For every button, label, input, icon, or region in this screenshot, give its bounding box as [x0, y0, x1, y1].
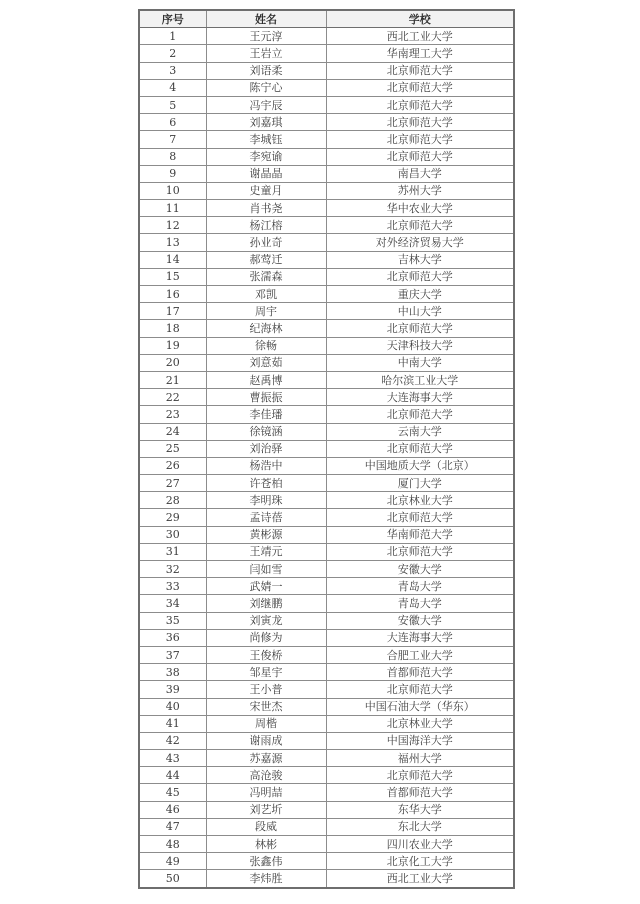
table-row: [139, 96, 514, 113]
school-cell: 华南理工大学: [326, 45, 514, 62]
index-cell: 27: [139, 475, 206, 492]
name-cell: 许苍柏: [206, 475, 326, 492]
school-cell: 北京化工大学: [326, 853, 514, 870]
table-row: [139, 664, 514, 681]
school-cell: 四川农业大学: [326, 836, 514, 853]
table-row: [139, 561, 514, 578]
name-cell: 冯明喆: [206, 784, 326, 801]
school-cell: 北京师范大学: [326, 681, 514, 698]
school-cell: 北京师范大学: [326, 268, 514, 285]
school-cell: 北京师范大学: [326, 62, 514, 79]
school-cell: 北京师范大学: [326, 406, 514, 423]
table-row: [139, 853, 514, 870]
table-row: [139, 165, 514, 182]
school-cell: 北京师范大学: [326, 148, 514, 165]
index-cell: 1: [139, 28, 206, 45]
name-cell: 李宛谕: [206, 148, 326, 165]
name-cell: 刘寅龙: [206, 612, 326, 629]
index-cell: 19: [139, 337, 206, 354]
name-cell: 王俊桥: [206, 646, 326, 663]
index-cell: 2: [139, 45, 206, 62]
table-row: [139, 784, 514, 801]
index-cell: 5: [139, 96, 206, 113]
header-row: [139, 10, 514, 28]
school-cell: 北京师范大学: [326, 217, 514, 234]
school-cell: 北京师范大学: [326, 131, 514, 148]
name-cell: 王元淳: [206, 28, 326, 45]
index-cell: 6: [139, 114, 206, 131]
table-row: [139, 457, 514, 474]
name-cell: 闫如雪: [206, 561, 326, 578]
school-cell: 东北大学: [326, 818, 514, 835]
school-cell: 北京师范大学: [326, 767, 514, 784]
index-cell: 37: [139, 646, 206, 663]
table-row: [139, 234, 514, 251]
school-cell: 苏州大学: [326, 182, 514, 199]
school-cell: 云南大学: [326, 423, 514, 440]
index-cell: 22: [139, 389, 206, 406]
name-cell: 宋世杰: [206, 698, 326, 715]
name-cell: 李明珠: [206, 492, 326, 509]
table-row: [139, 492, 514, 509]
index-cell: 35: [139, 612, 206, 629]
name-cell: 黄彬源: [206, 526, 326, 543]
index-cell: 45: [139, 784, 206, 801]
table-row: [139, 870, 514, 888]
header-index: 序号: [139, 10, 206, 28]
school-cell: 北京师范大学: [326, 509, 514, 526]
table-row: [139, 836, 514, 853]
table-row: [139, 578, 514, 595]
school-cell: 北京师范大学: [326, 79, 514, 96]
school-cell: 南昌大学: [326, 165, 514, 182]
table-row: [139, 595, 514, 612]
table-row: [139, 148, 514, 165]
index-cell: 40: [139, 698, 206, 715]
name-cell: 刘语柔: [206, 62, 326, 79]
name-cell: 冯宇辰: [206, 96, 326, 113]
school-cell: 安徽大学: [326, 561, 514, 578]
table-row: [139, 389, 514, 406]
index-cell: 47: [139, 818, 206, 835]
name-cell: 王小普: [206, 681, 326, 698]
index-cell: 30: [139, 526, 206, 543]
table-row: [139, 320, 514, 337]
table-row: [139, 543, 514, 560]
name-cell: 李炜胜: [206, 870, 326, 888]
school-cell: 西北工业大学: [326, 28, 514, 45]
index-cell: 43: [139, 750, 206, 767]
index-cell: 31: [139, 543, 206, 560]
table-row: [139, 62, 514, 79]
index-cell: 32: [139, 561, 206, 578]
school-cell: 东华大学: [326, 801, 514, 818]
school-cell: 吉林大学: [326, 251, 514, 268]
table-row: [139, 526, 514, 543]
school-cell: 安徽大学: [326, 612, 514, 629]
table-row: [139, 131, 514, 148]
table-row: [139, 475, 514, 492]
school-cell: 中国海洋大学: [326, 732, 514, 749]
school-cell: 中南大学: [326, 354, 514, 371]
name-cell: 张濡森: [206, 268, 326, 285]
name-cell: 孙业奇: [206, 234, 326, 251]
school-cell: 华南师范大学: [326, 526, 514, 543]
table-row: [139, 286, 514, 303]
school-cell: 厦门大学: [326, 475, 514, 492]
school-cell: 大连海事大学: [326, 629, 514, 646]
index-cell: 26: [139, 457, 206, 474]
table-row: [139, 681, 514, 698]
name-cell: 徐畅: [206, 337, 326, 354]
index-cell: 3: [139, 62, 206, 79]
index-cell: 50: [139, 870, 206, 888]
index-cell: 20: [139, 354, 206, 371]
school-cell: 西北工业大学: [326, 870, 514, 888]
name-cell: 史童月: [206, 182, 326, 199]
name-cell: 郝莺迁: [206, 251, 326, 268]
table-row: [139, 217, 514, 234]
index-cell: 38: [139, 664, 206, 681]
index-cell: 7: [139, 131, 206, 148]
table-row: [139, 750, 514, 767]
index-cell: 44: [139, 767, 206, 784]
index-cell: 15: [139, 268, 206, 285]
name-cell: 谢雨成: [206, 732, 326, 749]
school-cell: 中国石油大学（华东）: [326, 698, 514, 715]
name-cell: 谢晶晶: [206, 165, 326, 182]
index-cell: 29: [139, 509, 206, 526]
name-cell: 王靖元: [206, 543, 326, 560]
index-cell: 10: [139, 182, 206, 199]
index-cell: 18: [139, 320, 206, 337]
school-cell: 北京林业大学: [326, 715, 514, 732]
school-cell: 合肥工业大学: [326, 646, 514, 663]
table-row: [139, 79, 514, 96]
name-cell: 王岩立: [206, 45, 326, 62]
school-cell: 对外经济贸易大学: [326, 234, 514, 251]
index-cell: 24: [139, 423, 206, 440]
index-cell: 34: [139, 595, 206, 612]
table-row: [139, 715, 514, 732]
name-cell: 李佳璠: [206, 406, 326, 423]
name-cell: 林彬: [206, 836, 326, 853]
school-cell: 大连海事大学: [326, 389, 514, 406]
index-cell: 8: [139, 148, 206, 165]
index-cell: 33: [139, 578, 206, 595]
school-cell: 北京林业大学: [326, 492, 514, 509]
table-row: [139, 767, 514, 784]
name-cell: 曹振振: [206, 389, 326, 406]
table-body: [139, 28, 514, 888]
school-cell: 首都师范大学: [326, 784, 514, 801]
school-cell: 华中农业大学: [326, 200, 514, 217]
index-cell: 46: [139, 801, 206, 818]
table-row: [139, 354, 514, 371]
table-row: [139, 612, 514, 629]
name-cell: 段威: [206, 818, 326, 835]
index-cell: 4: [139, 79, 206, 96]
table-row: [139, 698, 514, 715]
name-cell: 孟诗蓓: [206, 509, 326, 526]
table-row: [139, 45, 514, 62]
table-row: [139, 114, 514, 131]
table-row: [139, 28, 514, 45]
index-cell: 13: [139, 234, 206, 251]
school-cell: 北京师范大学: [326, 96, 514, 113]
index-cell: 11: [139, 200, 206, 217]
index-cell: 12: [139, 217, 206, 234]
name-cell: 李城钰: [206, 131, 326, 148]
school-cell: 天津科技大学: [326, 337, 514, 354]
name-cell: 赵禹博: [206, 371, 326, 388]
table-row: [139, 509, 514, 526]
name-cell: 陈宁心: [206, 79, 326, 96]
index-cell: 17: [139, 303, 206, 320]
index-cell: 48: [139, 836, 206, 853]
name-cell: 刘继鹏: [206, 595, 326, 612]
school-cell: 青岛大学: [326, 595, 514, 612]
school-cell: 中山大学: [326, 303, 514, 320]
name-cell: 刘治驿: [206, 440, 326, 457]
name-cell: 刘艺圻: [206, 801, 326, 818]
index-cell: 14: [139, 251, 206, 268]
table-row: [139, 440, 514, 457]
index-cell: 25: [139, 440, 206, 457]
name-cell: 杨浩中: [206, 457, 326, 474]
header-school: 学校: [326, 10, 514, 28]
index-cell: 28: [139, 492, 206, 509]
index-cell: 39: [139, 681, 206, 698]
name-cell: 徐镜涵: [206, 423, 326, 440]
name-cell: 尚修为: [206, 629, 326, 646]
index-cell: 9: [139, 165, 206, 182]
name-cell: 周楷: [206, 715, 326, 732]
name-cell: 高沧骏: [206, 767, 326, 784]
index-cell: 41: [139, 715, 206, 732]
school-cell: 青岛大学: [326, 578, 514, 595]
index-cell: 42: [139, 732, 206, 749]
table-row: [139, 423, 514, 440]
table-row: [139, 732, 514, 749]
table-row: [139, 268, 514, 285]
index-cell: 21: [139, 371, 206, 388]
header-name: 姓名: [206, 10, 326, 28]
name-cell: 肖书尧: [206, 200, 326, 217]
name-cell: 杨江榕: [206, 217, 326, 234]
index-cell: 16: [139, 286, 206, 303]
table-row: [139, 646, 514, 663]
table-row: [139, 337, 514, 354]
index-cell: 49: [139, 853, 206, 870]
name-cell: 周宇: [206, 303, 326, 320]
school-cell: 北京师范大学: [326, 440, 514, 457]
name-cell: 纪海林: [206, 320, 326, 337]
name-cell: 邓凯: [206, 286, 326, 303]
school-cell: 重庆大学: [326, 286, 514, 303]
school-cell: 中国地质大学（北京）: [326, 457, 514, 474]
table-row: [139, 801, 514, 818]
school-cell: 北京师范大学: [326, 320, 514, 337]
school-cell: 哈尔滨工业大学: [326, 371, 514, 388]
table-row: [139, 629, 514, 646]
student-roster-table: [138, 9, 515, 889]
table-row: [139, 371, 514, 388]
table-row: [139, 251, 514, 268]
school-cell: 北京师范大学: [326, 543, 514, 560]
table-row: [139, 182, 514, 199]
name-cell: 刘意茹: [206, 354, 326, 371]
table-row: [139, 406, 514, 423]
school-cell: 北京师范大学: [326, 114, 514, 131]
school-cell: 首都师范大学: [326, 664, 514, 681]
table-row: [139, 303, 514, 320]
table-row: [139, 818, 514, 835]
name-cell: 张鑫伟: [206, 853, 326, 870]
table-row: [139, 200, 514, 217]
name-cell: 武婧一: [206, 578, 326, 595]
school-cell: 福州大学: [326, 750, 514, 767]
table-header: [139, 10, 514, 28]
index-cell: 36: [139, 629, 206, 646]
name-cell: 邹星宇: [206, 664, 326, 681]
index-cell: 23: [139, 406, 206, 423]
name-cell: 刘嘉琪: [206, 114, 326, 131]
name-cell: 苏嘉源: [206, 750, 326, 767]
